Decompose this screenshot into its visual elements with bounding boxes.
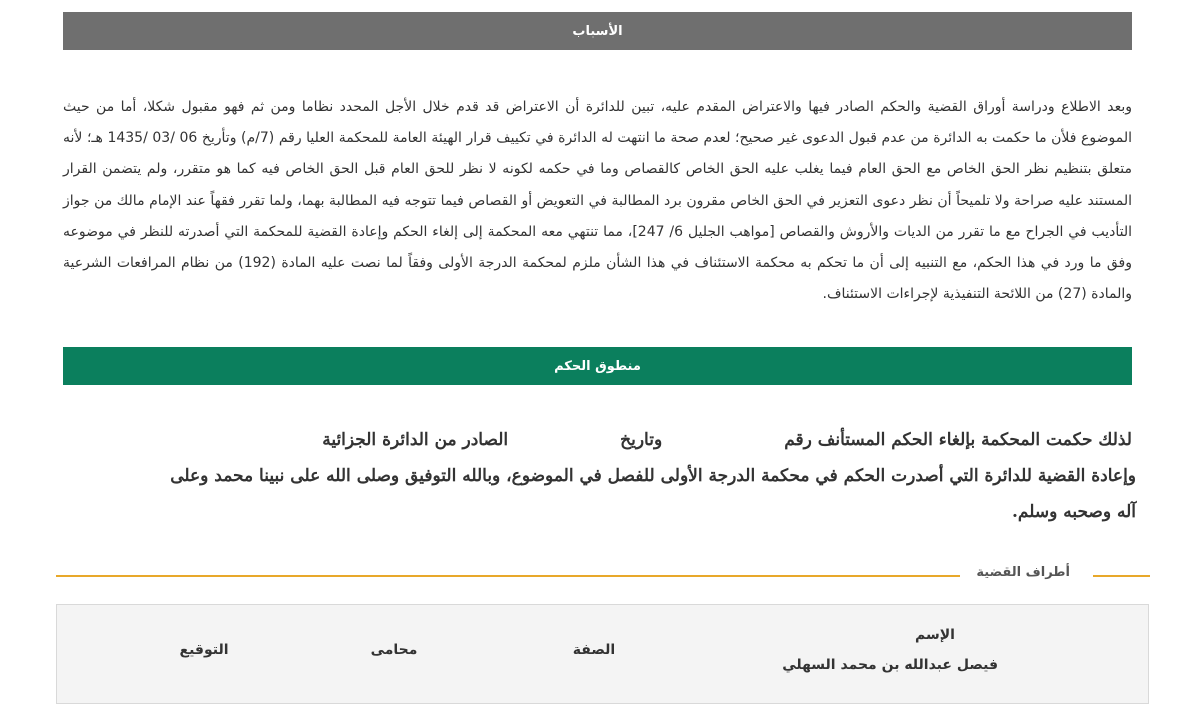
verdict-header-title: منطوق الحكم	[554, 358, 641, 374]
parties-table	[56, 604, 1149, 704]
signature-column-header: التوقيع	[179, 642, 229, 658]
verdict-text-line2: وإعادة القضية للدائرة التي أصدرت الحكم في محكمة الدرجة الأولى للفصل في الموضوع، وبالله التوفيق وصلى الله على نبينا محمد وعلى	[170, 466, 1136, 486]
verdict-line-2	[170, 466, 1136, 486]
verdict-text-part2: وتاريخ	[620, 430, 663, 450]
role-column-header: الصفة	[572, 642, 616, 658]
verdict-line-3	[1012, 502, 1136, 522]
reasons-header-title: الأسباب	[572, 23, 623, 39]
parties-divider-right	[1093, 575, 1150, 577]
parties-section-title: أطراف القضية	[976, 565, 1070, 580]
verdict-text-line3: آله وصحبه وسلم.	[1011, 502, 1136, 522]
verdict-header-bar	[63, 347, 1132, 385]
party-name: فيصل عبدالله بن محمد السهلي	[782, 657, 998, 673]
parties-divider-left	[56, 575, 960, 577]
verdict-text-part3: الصادر من الدائرة الجزائية	[322, 430, 509, 450]
party-role: محامى	[370, 642, 418, 658]
verdict-text-part1: لذلك حكمت المحكمة بإلغاء الحكم المستأنف رقم	[784, 430, 1132, 450]
reasons-paragraph: وبعد الاطلاع ودراسة أوراق القضية والحكم الصادر فيها والاعتراض المقدم عليه، تبين للدائرة أن الاعتراض قد قدم خلال الأجل المحدد نظاما ومن ثم فهو مقبول شكلا، أما من حيث الموضوع فلأن ما حكمت به الدائرة من عدم قبول الدعوى غير صحيح؛ لعدم صحة ما انتهت له الدائرة في تكييف قرار الهيئة العامة للمحكمة العليا رقم (7/م) وتأريخ 06 /03 /1435 هـ؛ لأنه متعلق بتنظيم نظر الحق الخاص مع الحق العام فيما يغلب عليه الحق الخاص كالقصاص وما في حكمه لكونه لا نظر للحق العام قبل الحق الخاص فيه كما هو متقرر، ولم يتضمن القرار المستند عليه صراحة ولا تلميحاً أن نظر دعوى التعزير في الحق الخاص مقرون برد المطالبة في التعويض أو القصاص فيما تتوجه فيه المطالبة بهما، ولما تقرر فقهاً عند الإمام مالك من جواز التأديب في الجراح مع ما تقرر من الديات والأروش والقصاص [مواهب الجليل 6/ 247]، مما تنتهي معه المحكمة إلى إلغاء الحكم وإعادة القضية للمحكمة التي أصدرته للنظر في موضوعه وفق ما ورد في هذا الحكم، مع التنبيه إلى أن ما تحكم به محكمة الاستئناف في هذا الشأن ملزم لمحكمة الدرجة الأولى وفقاً لما نصت عليه المادة (192) من نظام المرافعات الشرعية والمادة (27) من اللائحة التنفيذية لإجراءات الاستئناف.	[63, 99, 1133, 303]
verdict-line-1	[322, 430, 1132, 450]
name-column-header: الإسم	[915, 627, 955, 643]
reasons-header-bar	[63, 12, 1132, 50]
